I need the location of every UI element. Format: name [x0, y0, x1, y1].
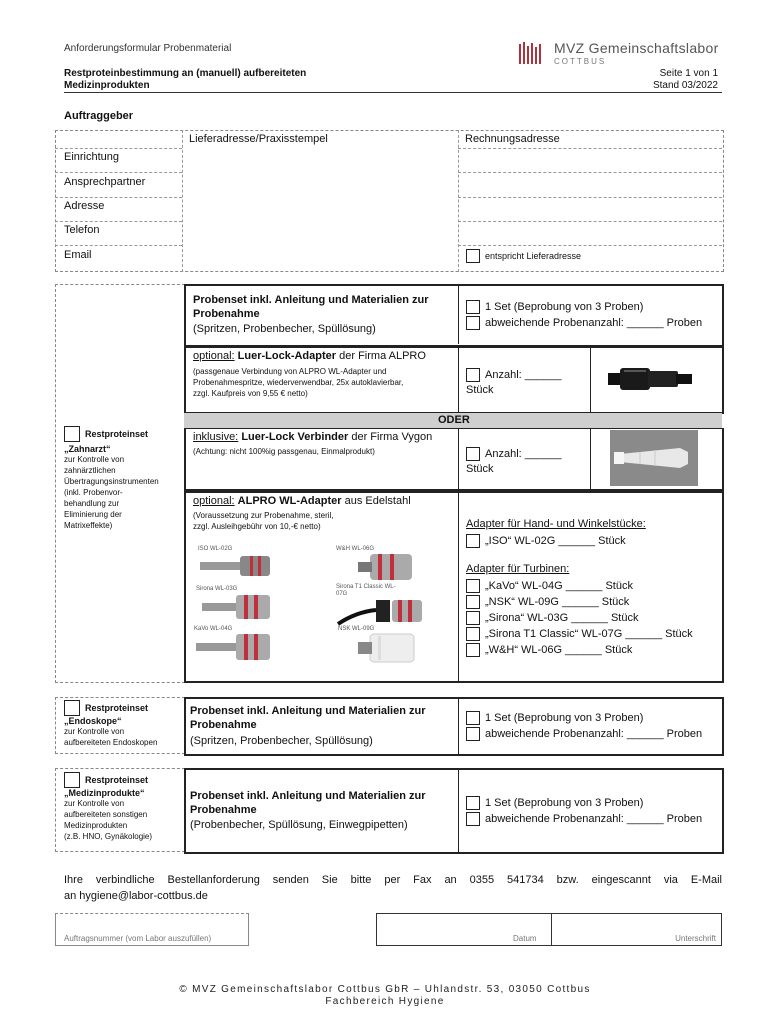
- zahnarzt-1set-label: 1 Set (Beprobung von 3 Proben): [485, 301, 644, 313]
- medizin-contents: (Probenbecher, Spüllösung, Einwegpipetten): [190, 819, 408, 831]
- instructions-line1: Ihre verbindliche Bestellanforderung senden Sie bitte per Fax an 0355 541734 bzw. eingescannt via E-Mail: [64, 874, 722, 886]
- hand-iso-label: „ISO“ WL-02G ______ Stück: [485, 535, 626, 547]
- turbine-item-wh[interactable]: [466, 642, 693, 658]
- endoskope-desc-1: aufbereiteten Endoskopen: [64, 738, 158, 747]
- turbine-item-nsk[interactable]: [466, 594, 693, 610]
- medizin-title1: Probenset inkl. Anleitung und Materialien zur: [190, 790, 426, 802]
- medizin-title: Restproteinset: [85, 775, 149, 785]
- luer-checkbox[interactable]: [466, 368, 480, 382]
- subject-line2: Medizinprodukten: [64, 80, 150, 91]
- adapter-wh-icon: [336, 552, 416, 582]
- luer-title-line: [193, 350, 426, 362]
- adapter-wh: [336, 546, 416, 587]
- subject-line1: Restproteinbestimmung an (manuell) aufbereiteten: [64, 68, 307, 79]
- vygon-image: [610, 430, 698, 486]
- zahnarzt-desc-5: Eliminierung der: [64, 510, 122, 519]
- luer-desc3: zzgl. Kaufpreis von 9,55 € netto): [193, 389, 308, 398]
- auftraggeber-heading: Auftraggeber: [64, 110, 134, 122]
- vygon-connector-icon: [610, 430, 698, 486]
- row-email: Email: [64, 249, 92, 261]
- medizin-opt-1set[interactable]: [466, 795, 702, 811]
- adapter-nsk-label: NSK WL-09G: [338, 626, 375, 632]
- zahnarzt-name: „Zahnarzt“: [64, 444, 111, 454]
- vygon-suffix: der Firma Vygon: [348, 431, 433, 443]
- luer-prefix: optional:: [193, 350, 235, 362]
- wl-prefix: optional:: [193, 495, 235, 507]
- vygon-title-line: [193, 431, 432, 443]
- adapter-nsk: [338, 626, 422, 671]
- turbine-wh-checkbox[interactable]: [466, 643, 480, 657]
- medizin-checkbox[interactable]: [64, 772, 80, 788]
- medizin-name: „Medizinprodukte“: [64, 788, 145, 798]
- vygon-checkbox[interactable]: [466, 447, 480, 461]
- turbine-sirona-label: „Sirona“ WL-03G ______ Stück: [485, 612, 639, 624]
- adapter-nsk-icon: [338, 632, 422, 666]
- row-einrichtung: Einrichtung: [64, 151, 120, 163]
- luer-stueck: Stück: [466, 384, 494, 396]
- zahnarzt-opt-abw[interactable]: [466, 315, 702, 331]
- hand-item-iso[interactable]: [466, 533, 626, 549]
- vygon-desc: (Achtung: nicht 100%ig passgenau, Einmalprodukt): [193, 447, 375, 456]
- medizin-desc-1: aufbereiteten sonstigen: [64, 810, 148, 819]
- same-address-checkbox[interactable]: [466, 249, 480, 263]
- zahnarzt-desc-6: Matrixeffekte): [64, 521, 113, 530]
- turbine-item-sirona-t1[interactable]: [466, 626, 693, 642]
- zahnarzt-label: [64, 426, 182, 531]
- zahnarzt-abw-label: abweichende Probenanzahl: ______ Proben: [485, 317, 703, 329]
- endoskope-name: „Endoskope“: [64, 716, 122, 726]
- footer-line2: Fachbereich Hygiene: [325, 996, 445, 1007]
- zahnarzt-probenset-contents: (Spritzen, Probenbecher, Spüllösung): [193, 323, 376, 335]
- luer-anzahl[interactable]: [466, 367, 561, 396]
- luer-desc1: (passgenaue Verbindung von ALPRO WL-Adapter und: [193, 367, 387, 376]
- turbine-sirona-t1-label: „Sirona T1 Classic“ WL-07G ______ Stück: [485, 628, 693, 640]
- adapter-sirona-t1-label: Sirona T1 Classic WL-07G: [336, 584, 396, 597]
- medizin-desc-2: Medizinprodukten: [64, 821, 128, 830]
- turbine-sirona-t1-checkbox[interactable]: [466, 627, 480, 641]
- endoskope-title1: Probenset inkl. Anleitung und Materialien zur: [190, 705, 426, 717]
- endoskope-opt-abw[interactable]: [466, 726, 702, 742]
- adapter-sirona: [196, 586, 276, 627]
- turbine-nsk-checkbox[interactable]: [466, 595, 480, 609]
- zahnarzt-abw-checkbox[interactable]: [466, 316, 480, 330]
- date-label: Datum: [513, 934, 537, 943]
- vygon-anzahl-label: Anzahl: ______: [485, 448, 562, 460]
- adapter-sirona-icon: [196, 592, 276, 622]
- endoskope-1set-checkbox[interactable]: [466, 711, 480, 725]
- turbine-item-kavo[interactable]: [466, 578, 693, 594]
- hand-iso-checkbox[interactable]: [466, 534, 480, 548]
- col-billing-header: Rechnungsadresse: [465, 133, 560, 145]
- vygon-prefix: inklusive:: [193, 431, 239, 443]
- page-number: Seite 1 von 1: [659, 68, 718, 79]
- endoskope-contents: (Spritzen, Probenbecher, Spüllösung): [190, 735, 373, 747]
- zahnarzt-title: Restproteinset: [85, 429, 149, 439]
- row-adresse: Adresse: [64, 200, 105, 212]
- oder-label: ODER: [438, 414, 470, 426]
- turbine-heading-text: Adapter für Turbinen:: [466, 563, 570, 575]
- auftraggeber-table: [55, 130, 724, 272]
- zahnarzt-probenset-title1: Probenset inkl. Anleitung und Materialien zur: [193, 294, 429, 306]
- adapter-kavo: [194, 626, 274, 667]
- endoskope-title: Restproteinset: [85, 703, 149, 713]
- form-title: Anforderungsformular Probenmaterial: [64, 43, 232, 54]
- logo-city: COTTBUS: [554, 57, 607, 66]
- medizin-desc-3: (z.B. HNO, Gynäkologie): [64, 832, 153, 841]
- luer-suffix: der Firma ALPRO: [336, 350, 426, 362]
- medizin-abw-label: abweichende Probenanzahl: ______ Proben: [485, 813, 703, 825]
- turbine-nsk-label: „NSK“ WL-09G ______ Stück: [485, 596, 630, 608]
- luer-desc2: Probenahmespritze, wiederverwendbar, 25x autoklavierbar,: [193, 378, 404, 387]
- logo: [518, 40, 728, 68]
- stand-date: Stand 03/2022: [652, 80, 718, 91]
- wl-title: ALPRO WL-Adapter: [237, 495, 342, 507]
- luer-title: Luer-Lock-Adapter: [237, 350, 337, 362]
- turbine-wh-label: „W&H“ WL-06G ______ Stück: [485, 644, 633, 656]
- wl-title-line: [193, 495, 411, 507]
- medizin-opt-abw[interactable]: [466, 811, 702, 827]
- turbine-item-sirona[interactable]: [466, 610, 693, 626]
- endoskope-label: [64, 700, 182, 748]
- logo-mark-icon: [518, 42, 544, 66]
- adapter-iso-icon: [198, 552, 278, 580]
- luer-anzahl-label: Anzahl: ______: [485, 369, 562, 381]
- zahnarzt-desc-1: zahnärztlichen: [64, 466, 116, 475]
- endoskope-abw-label: abweichende Probenanzahl: ______ Proben: [485, 728, 703, 740]
- wl-suffix: aus Edelstahl: [341, 495, 411, 507]
- hand-heading: [466, 518, 646, 530]
- order-number-label: Auftragsnummer (vom Labor auszufüllen): [64, 934, 212, 943]
- logo-name: MVZ Gemeinschaftslabor: [554, 40, 719, 56]
- col-delivery-header: Lieferadresse/Praxisstempel: [189, 133, 328, 145]
- adapter-sirona-t1-icon: [336, 598, 426, 628]
- medizin-1set-checkbox[interactable]: [466, 796, 480, 810]
- medizin-label: [64, 772, 182, 842]
- same-address-label: entspricht Lieferadresse: [485, 251, 582, 261]
- zahnarzt-1set-checkbox[interactable]: [466, 300, 480, 314]
- medizin-title2: Probenahme: [190, 804, 257, 816]
- turbine-heading: [466, 563, 569, 575]
- zahnarzt-probenset-title2: Probenahme: [193, 308, 260, 320]
- adapter-kavo-label: KaVo WL-04G: [194, 626, 233, 632]
- medizin-desc-0: zur Kontrolle von: [64, 799, 125, 808]
- turbine-kavo-label: „KaVo“ WL-04G ______ Stück: [485, 580, 633, 592]
- signature-label: Unterschrift: [675, 934, 716, 943]
- medizin-abw-checkbox[interactable]: [466, 812, 480, 826]
- hand-heading-text: Adapter für Hand- und Winkelstücke:: [466, 518, 646, 530]
- endoskope-checkbox[interactable]: [64, 700, 80, 716]
- zahnarzt-desc-2: Übertragungsinstrumenten: [64, 477, 159, 486]
- vygon-title: Luer-Lock Verbinder: [241, 431, 349, 443]
- row-telefon: Telefon: [64, 224, 100, 236]
- medizin-1set-label: 1 Set (Beprobung von 3 Proben): [485, 797, 644, 809]
- luer-adapter-image: [608, 362, 692, 396]
- turbine-kavo-checkbox[interactable]: [466, 579, 480, 593]
- zahnarzt-opt-1set[interactable]: [466, 299, 702, 315]
- endoskope-opt-1set[interactable]: [466, 710, 702, 726]
- turbine-sirona-checkbox[interactable]: [466, 611, 480, 625]
- instructions-line2: an hygiene@labor-cottbus.de: [64, 890, 208, 902]
- footer-line1: © MVZ Gemeinschaftslabor Cottbus GbR – Uhlandstr. 53, 03050 Cottbus: [179, 984, 591, 995]
- adapter-kavo-icon: [194, 632, 274, 662]
- adapter-wh-label: W&H WL-06G: [336, 546, 375, 552]
- endoskope-desc-0: zur Kontrolle von: [64, 727, 125, 736]
- adapter-sirona-label: Sirona WL-03G: [196, 586, 238, 592]
- adapter-iso: [198, 546, 278, 585]
- zahnarzt-checkbox[interactable]: [64, 426, 80, 442]
- header-rule: [64, 92, 722, 93]
- zahnarzt-desc-0: zur Kontrolle von: [64, 455, 125, 464]
- zahnarzt-desc-4: behandlung zur: [64, 499, 120, 508]
- wl-desc2: zzgl. Ausleihgebühr von 10,-€ netto): [193, 522, 321, 531]
- zahnarzt-desc-3: (inkl. Probenvor-: [64, 488, 123, 497]
- endoskope-1set-label: 1 Set (Beprobung von 3 Proben): [485, 712, 644, 724]
- endoskope-abw-checkbox[interactable]: [466, 727, 480, 741]
- row-ansprechpartner: Ansprechpartner: [64, 176, 146, 188]
- vygon-stueck: Stück: [466, 463, 494, 475]
- endoskope-title2: Probenahme: [190, 719, 257, 731]
- vygon-anzahl[interactable]: [466, 446, 561, 475]
- wl-desc1: (Voraussetzung zur Probenahme, steril,: [193, 511, 334, 520]
- adapter-iso-label: ISO WL-02G: [198, 546, 233, 552]
- same-address-option[interactable]: [466, 249, 581, 263]
